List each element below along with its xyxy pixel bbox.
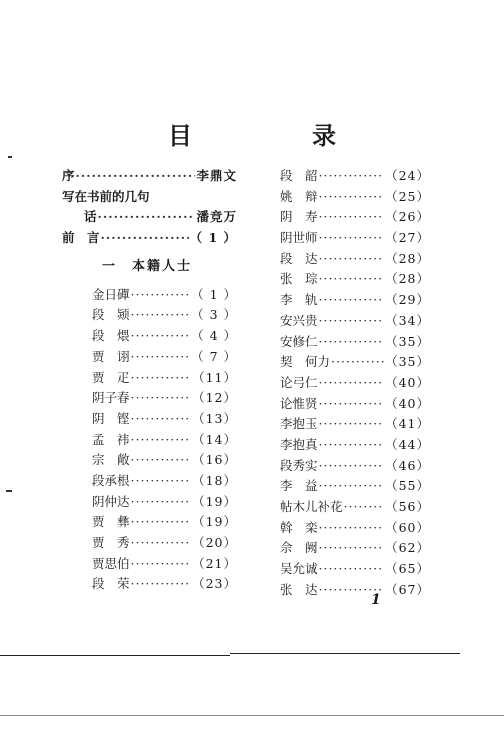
entry-page: （ 7 ） [191,348,237,364]
dot-leader [319,561,385,576]
entry-page: （60） [385,519,430,535]
entry-title: 写在书前的几句 [62,188,150,204]
entry-page: （67） [385,581,430,597]
toc-entry [62,409,237,430]
entry-title: 段 达 [280,250,318,266]
scan-rule-top-right [230,653,460,654]
entry-page: （24） [385,168,430,183]
toc-entry [62,471,237,492]
entry-title: 孟 祎 [92,431,130,447]
entry-title: 段 荣 [92,576,130,592]
dot-leader [131,473,192,488]
scan-speck [8,156,12,158]
entry-title: 阴世师 [280,230,318,246]
entry-title: 张 达 [280,581,318,597]
toc-entry [280,269,430,290]
dot-leader [319,209,385,224]
dot-leader [319,375,385,390]
entry-title: 宗 敞 [92,452,130,468]
dot-leader [319,230,385,245]
toc-entry [280,207,430,228]
entry-title: 论弓仁 [280,374,318,390]
entry-title: 阴 铿 [92,410,130,426]
entry-title: 佘 阙 [280,540,318,556]
entry-title: 张 琮 [280,271,318,287]
toc-entry [62,285,237,306]
entry-title: 斡 栾 [280,519,318,535]
entry-title: 阴仲达 [92,493,130,509]
dot-leader [319,520,385,535]
entry-page: （27） [385,230,430,246]
entry-page: （34） [385,312,430,328]
toc-entry [62,166,237,187]
toc-entry [280,290,430,311]
toc-entry [280,518,430,539]
entry-page: （ 1 ） [191,286,237,302]
dot-leader [344,499,385,514]
dot-leader [319,168,385,183]
entry-title: 序 [62,168,75,183]
scan-rule-bottom [0,715,504,716]
toc-entry [280,311,430,332]
toc-entry [62,430,237,451]
toc-entry [62,368,237,389]
entry-page: （18） [192,472,237,488]
toc-entry [62,187,237,208]
entry-title: 安修仁 [280,333,318,349]
dot-leader [131,328,191,343]
entry-title: 贾 诩 [92,348,130,364]
entry-page: （29） [385,292,430,308]
toc-entry [62,512,237,533]
dot-leader [331,354,384,369]
entry-page: （65） [385,561,430,577]
entry-title: 贾 彝 [92,514,130,530]
toc-entry [280,456,430,477]
entry-page: （20） [192,535,237,550]
entry-title: 段承根 [92,472,130,488]
entry-title: 贾 秀 [92,535,130,550]
dot-leader [319,251,385,266]
entry-page: 李鼎文 [196,168,237,183]
entry-page: （35） [385,333,430,349]
entry-page: （62） [385,540,430,556]
dot-leader [131,370,192,385]
entry-page: （16） [192,452,237,468]
dot-leader [319,458,385,473]
entry-page: （56） [385,499,430,514]
toc-entry [280,497,430,518]
entry-page: （44） [385,436,430,452]
left-entry-list [62,285,237,595]
entry-title: 契 何力 [280,354,331,370]
entry-title: 前 言 [62,230,100,246]
entry-page: （46） [385,457,430,473]
dot-leader [131,494,192,509]
entry-title: 吴允诚 [280,561,318,577]
entry-title: 姚 辩 [280,188,318,204]
entry-title: 话 [84,209,97,225]
entry-title: 帖木儿补花 [280,499,343,514]
entry-title: 段 韶 [280,168,318,183]
entry-page: （ 4 ） [191,328,237,344]
toc-entry [62,347,237,368]
dot-leader [76,168,196,183]
toc-entry [280,435,430,456]
entry-title: 李抱玉 [280,416,318,432]
entry-page: （ 3 ） [191,307,237,323]
toc-entry [280,373,430,394]
toc-entry [280,228,430,249]
entry-page: （28） [385,250,430,266]
entry-page: （19） [192,493,237,509]
toc-entry [62,450,237,471]
dot-leader [131,535,192,550]
entry-page: （14） [192,431,237,447]
entry-page: （55） [385,478,430,494]
dot-leader [319,437,385,452]
dot-leader [131,452,192,467]
entry-title: 李 益 [280,478,318,494]
toc-entry [62,554,237,575]
toc-entry [280,580,430,601]
page-number: 1 [371,592,381,608]
toc-entry [62,533,237,554]
dot-leader [319,271,385,286]
dot-leader [131,411,192,426]
toc-entry [280,187,430,208]
toc-entry [280,538,430,559]
dot-leader [131,390,192,405]
scan-speck [6,490,12,492]
entry-page: （21） [192,555,237,571]
dot-leader [319,292,385,307]
toc-entry [280,559,430,580]
scan-rule-top [0,655,230,656]
dot-leader [319,189,385,204]
toc-entry [62,492,237,513]
toc-entry [62,326,237,347]
toc-entry [280,332,430,353]
entry-title: 贾 疋 [92,369,130,385]
dot-leader [131,576,192,591]
toc-entry [280,249,430,270]
entry-page: （19） [192,514,237,530]
entry-title: 阴 寿 [280,209,318,225]
entry-page: （26） [385,209,430,225]
toc-entry [62,574,237,595]
dot-leader [131,287,191,302]
dot-leader [101,230,189,245]
dot-leader [319,478,385,493]
entry-page: （ 1 ） [189,230,237,246]
right-entry-list [280,166,430,600]
dot-leader [98,209,196,224]
toc-entry [280,394,430,415]
toc-entry [280,414,430,435]
dot-leader [319,313,385,328]
entry-title: 段 颎 [92,307,130,323]
entry-page: （25） [385,188,430,204]
entry-page: （11） [192,369,237,385]
entry-page: （12） [192,390,237,406]
entry-title: 李 轨 [280,292,318,308]
dot-leader [131,307,191,322]
entry-page: （23） [192,576,237,592]
dot-leader [131,556,192,571]
dot-leader [319,416,385,431]
toc-entry [280,476,430,497]
dot-leader [131,349,191,364]
dot-leader [131,514,192,529]
entry-page: 潘竞万 [196,209,237,225]
entry-title: 论惟贤 [280,395,318,411]
toc-entry [280,352,430,373]
entry-page: （28） [385,271,430,287]
toc-entry [62,388,237,409]
entry-page: （40） [385,374,430,390]
dot-leader [131,432,192,447]
entry-page: （13） [192,410,237,426]
entry-page: （41） [385,416,430,432]
dot-leader [319,540,385,555]
toc-entry [280,166,430,187]
entry-title: 李抱真 [280,436,318,452]
entry-page: （40） [385,395,430,411]
toc-left-column [62,166,237,595]
front-matter-list [62,166,237,249]
entry-title: 段秀实 [280,457,318,473]
entry-title: 阴子春 [92,390,130,406]
dot-leader [319,334,385,349]
page-title: 目 录 [168,121,384,150]
section-heading: 一 本籍人士 [102,258,193,274]
toc-right-column [280,166,430,600]
toc-entry [62,305,237,326]
entry-title: 安兴贵 [280,312,318,328]
dot-leader [319,396,385,411]
entry-title: 段 煨 [92,328,130,344]
entry-title: 贾思伯 [92,555,130,571]
toc-entry [62,228,237,249]
entry-page: （35） [385,354,430,370]
toc-entry [62,207,237,228]
entry-title: 金日磾 [92,286,130,302]
